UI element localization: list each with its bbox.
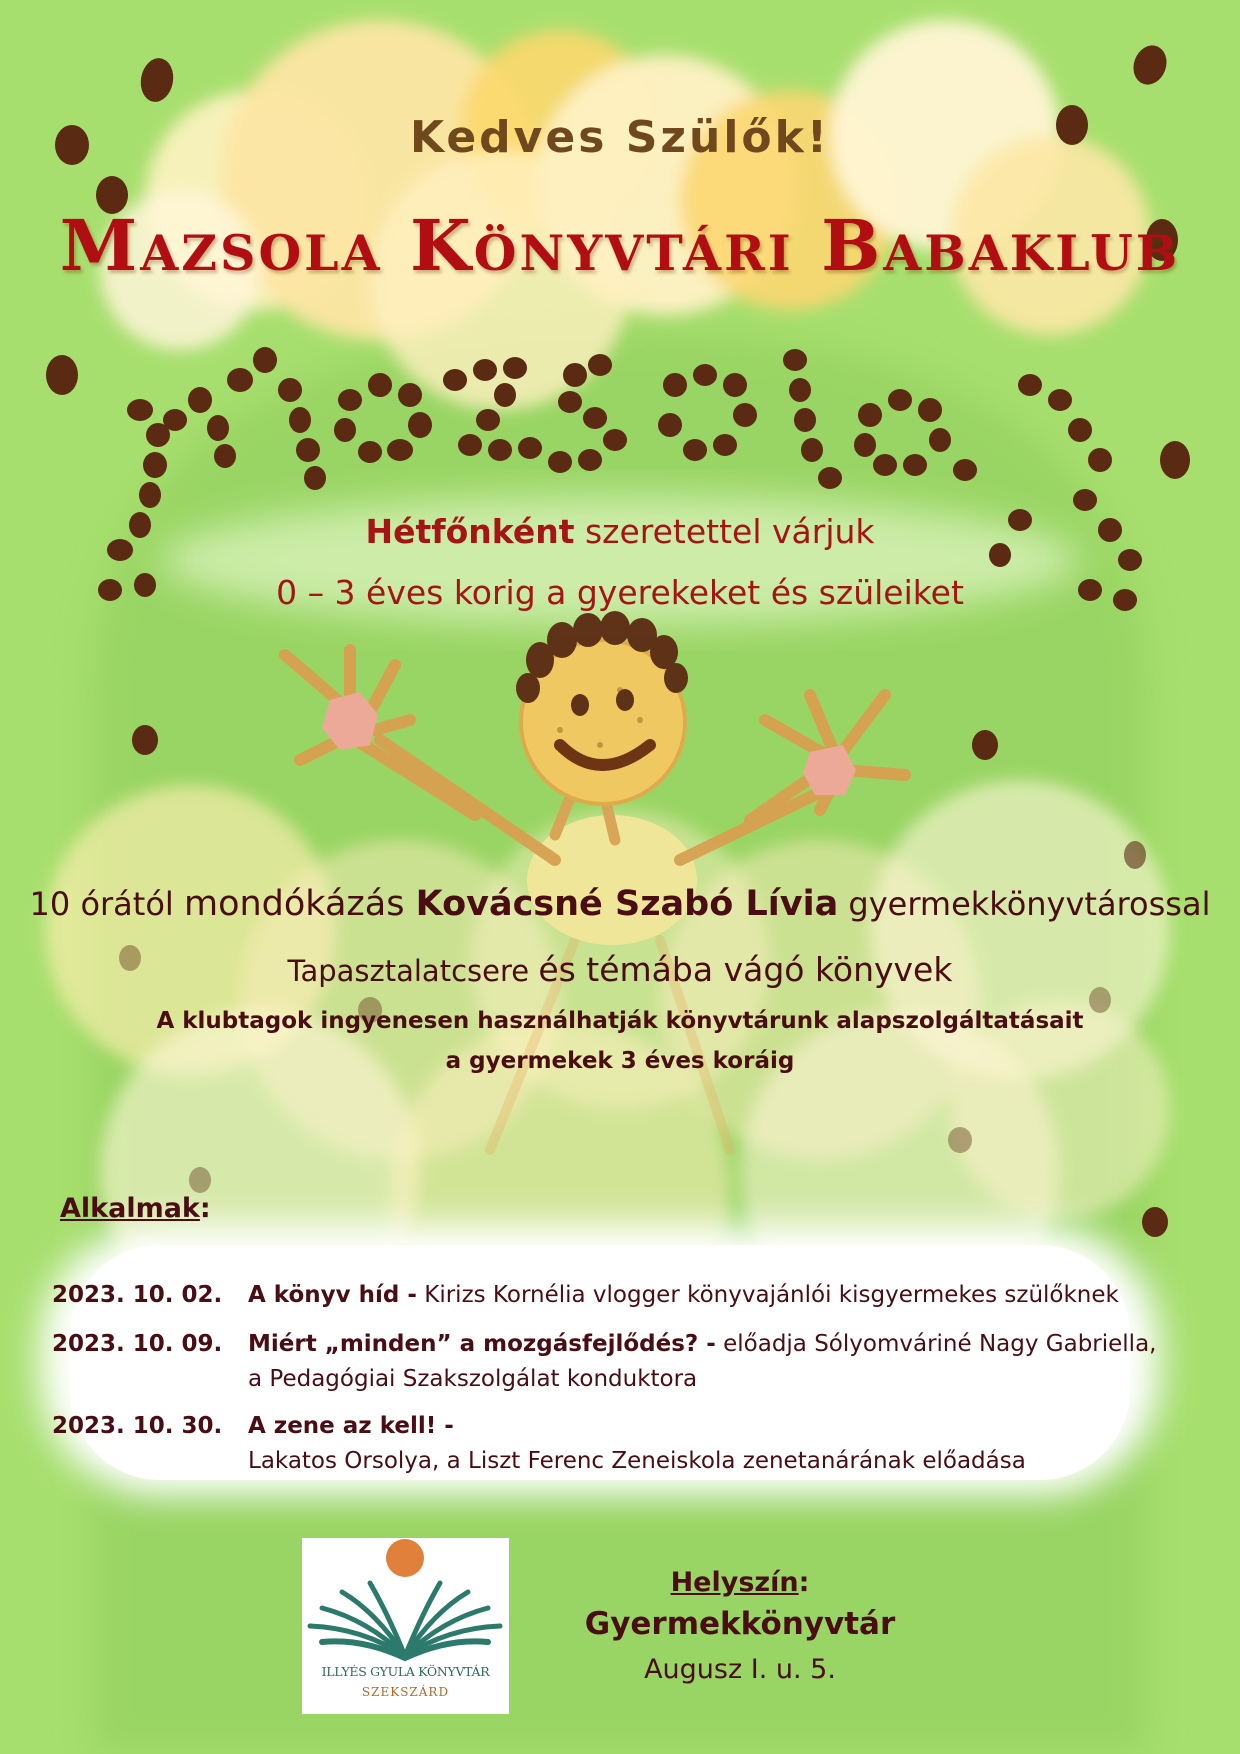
event-body — [248, 1278, 1198, 1313]
program-line — [0, 884, 1240, 924]
intro-bold: Hétfőnként — [365, 512, 575, 551]
event-desc-2: Lakatos Orsolya, a Liszt Ferenc Zeneiskola zenetanárának előadása — [248, 1448, 1026, 1474]
venue-label — [540, 1567, 940, 1598]
venue-address: Augusz I. u. 5. — [644, 1654, 836, 1685]
exchange-part1: Tapasztalatcsere — [287, 954, 539, 988]
venue-name: Gyermekkönyvtár — [584, 1606, 896, 1642]
event-title: Miért „minden” a mozgásfejlődés? - — [248, 1331, 716, 1357]
program-part2: mondókázás — [183, 884, 416, 924]
events-heading-label: Alkalmak — [60, 1193, 200, 1224]
events-heading-suffix: : — [199, 1193, 211, 1224]
event-date: 2023. 10. 02. — [52, 1282, 223, 1308]
membership-line-1: A klubtagok ingyenesen használhatják könyvtárunk alapszolgáltatásait — [156, 1008, 1084, 1034]
event-date: 2023. 10. 09. — [52, 1331, 223, 1357]
greeting: Kedves Szülők! — [410, 112, 830, 163]
events-heading — [60, 1193, 211, 1224]
open-book-sun-icon — [302, 1538, 509, 1664]
logo-name: ILLYÉS GYULA KÖNYVTÁR — [321, 1664, 490, 1679]
event-body — [248, 1409, 1198, 1479]
intro-rest: szeretettel várjuk — [574, 512, 875, 551]
event-date: 2023. 10. 30. — [52, 1413, 223, 1439]
program-part3: gyermekkönyvtárossal — [838, 885, 1211, 923]
program-part1: 10 órától — [29, 885, 184, 923]
main-title: Mazsola Könyvtári Babaklub — [59, 204, 1181, 287]
intro-line-2: 0 – 3 éves korig a gyerekeket és szüleiket — [276, 573, 964, 612]
event-desc-2: a Pedagógiai Szakszolgálat konduktora — [248, 1366, 698, 1392]
intro-line-1 — [0, 512, 1240, 551]
library-logo — [302, 1538, 509, 1714]
event-body — [248, 1327, 1198, 1397]
exchange-line — [0, 950, 1240, 989]
event-title: A könyv híd - — [248, 1282, 417, 1308]
event-desc: előadja Sólyomváriné Nagy Gabriella, — [715, 1331, 1157, 1357]
venue-label-text: Helyszín — [670, 1567, 799, 1598]
event-desc: Kirizs Kornélia vlogger könyvajánlói kisgyermekes szülőknek — [416, 1282, 1119, 1308]
program-host: Kovácsné Szabó Lívia — [415, 884, 839, 924]
venue-label-suffix: : — [798, 1567, 810, 1598]
event-title: A zene az kell! - — [248, 1413, 454, 1439]
logo-city: SZEKSZÁRD — [361, 1685, 450, 1699]
membership-line-2: a gyermekek 3 éves koráig — [445, 1048, 795, 1074]
exchange-part2: és témába vágó könyvek — [538, 950, 953, 989]
